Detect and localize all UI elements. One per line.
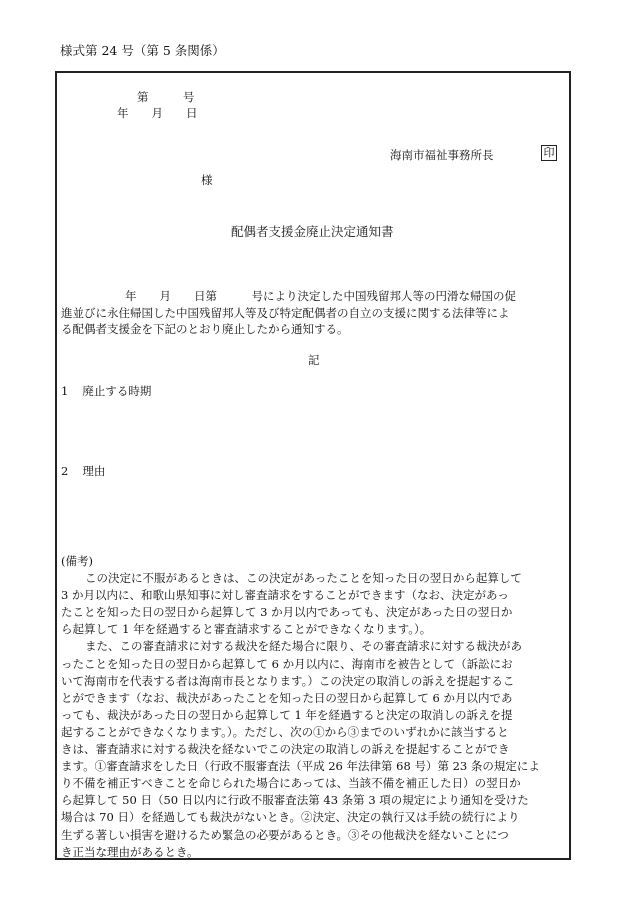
remarks-line: とができます（なお、裁決があったことを知った日の翌日から起算して 6 か月以内であ: [61, 690, 513, 705]
remarks-heading: (備考): [61, 554, 93, 568]
addressee-suffix: 様: [201, 173, 213, 187]
remarks-line: また、この審査請求に対する裁決を経た場合に限り、その審査請求に対する裁決があ: [85, 639, 522, 654]
body-line: 年 月 日第 号により決定した中国残留邦人等の円滑な帰国の促: [125, 289, 516, 303]
item-label: 廃止する時期: [82, 384, 152, 398]
remarks: [61, 553, 566, 861]
remarks-line: きは、審査請求に対する裁決を経ないでこの決定の取消しの訴えを提起することができ: [61, 742, 510, 757]
remarks-line: り不備を補正すべきことを命じられた場合にあっては、当該不備を補正した日）の翌日か: [61, 776, 521, 791]
remarks-line: ます。①審査請求をした日（行政不服審査法（平成 26 年法律第 68 号）第 23 条の規定によ: [61, 759, 540, 774]
remarks-line: 起することができなくなります。）。ただし、次の①から③までのいずれかに該当すると: [61, 724, 509, 739]
document-date-line: 年 月 日: [117, 106, 198, 120]
remarks-line: たことを知った日の翌日から起算して 3 か月以内であっても、決定があった日の翌日か: [61, 605, 513, 620]
remarks-line: 場合は 70 日）を経過しても裁決がないとき。②決定、決定の執行又は手続の続行により: [61, 810, 520, 825]
remarks-line: この決定に不服があるときは、この決定があったことを知った日の翌日から起算して: [85, 571, 522, 586]
remarks-line: 3 か月以内に、和歌山県知事に対し審査請求をすることができます（なお、決定があっ: [61, 588, 509, 603]
issuer-name: 海南市福祉事務所長: [390, 148, 494, 162]
remarks-line: き正当な理由があるとき。: [61, 844, 199, 859]
body-text: [61, 288, 566, 338]
remarks-line: ら起算して 50 日（50 日以内に行政不服審査法第 43 条第 3 項の規定により通知を受けた: [61, 793, 529, 808]
document-title: 配偶者支援金廃止決定通知書: [231, 224, 394, 239]
item-label: 理由: [82, 464, 106, 478]
body-line: 進並びに永住帰国した中国残留邦人等及び特定配偶者の自立の支援に関する法律等によ: [61, 305, 510, 320]
item-number: 2: [61, 464, 69, 478]
remarks-line: 生ずる著しい損害を避けるため緊急の必要があるとき。③その他裁決を経ないことにつ: [61, 827, 509, 842]
remarks-line: ら起算して 1 年を経過すると審査請求することができなくなります。）。: [61, 622, 432, 637]
remarks-line: ったことを知った日の翌日から起算して 6 か月以内に、海南市を被告として（訴訟にお: [61, 656, 513, 671]
ki-heading: 記: [308, 353, 320, 367]
item-1: [61, 383, 151, 399]
item-number: 1: [61, 384, 69, 398]
remarks-line: っても、裁決があった日の翌日から起算して 1 年を経過すると決定の取消しの訴えを提: [61, 707, 513, 722]
form-number: 様式第 24 号（第 5 条関係）: [60, 43, 225, 58]
seal-mark: 印: [541, 145, 557, 161]
remarks-line: いて海南市を代表する者は海南市長となります。）この決定の取消しの訴えを提起するこ: [61, 673, 515, 688]
item-2: [61, 463, 105, 479]
document-number-line: 第 号: [137, 90, 195, 104]
body-line: る配偶者支援金を下記のとおり廃止したから通知する。: [61, 322, 349, 337]
